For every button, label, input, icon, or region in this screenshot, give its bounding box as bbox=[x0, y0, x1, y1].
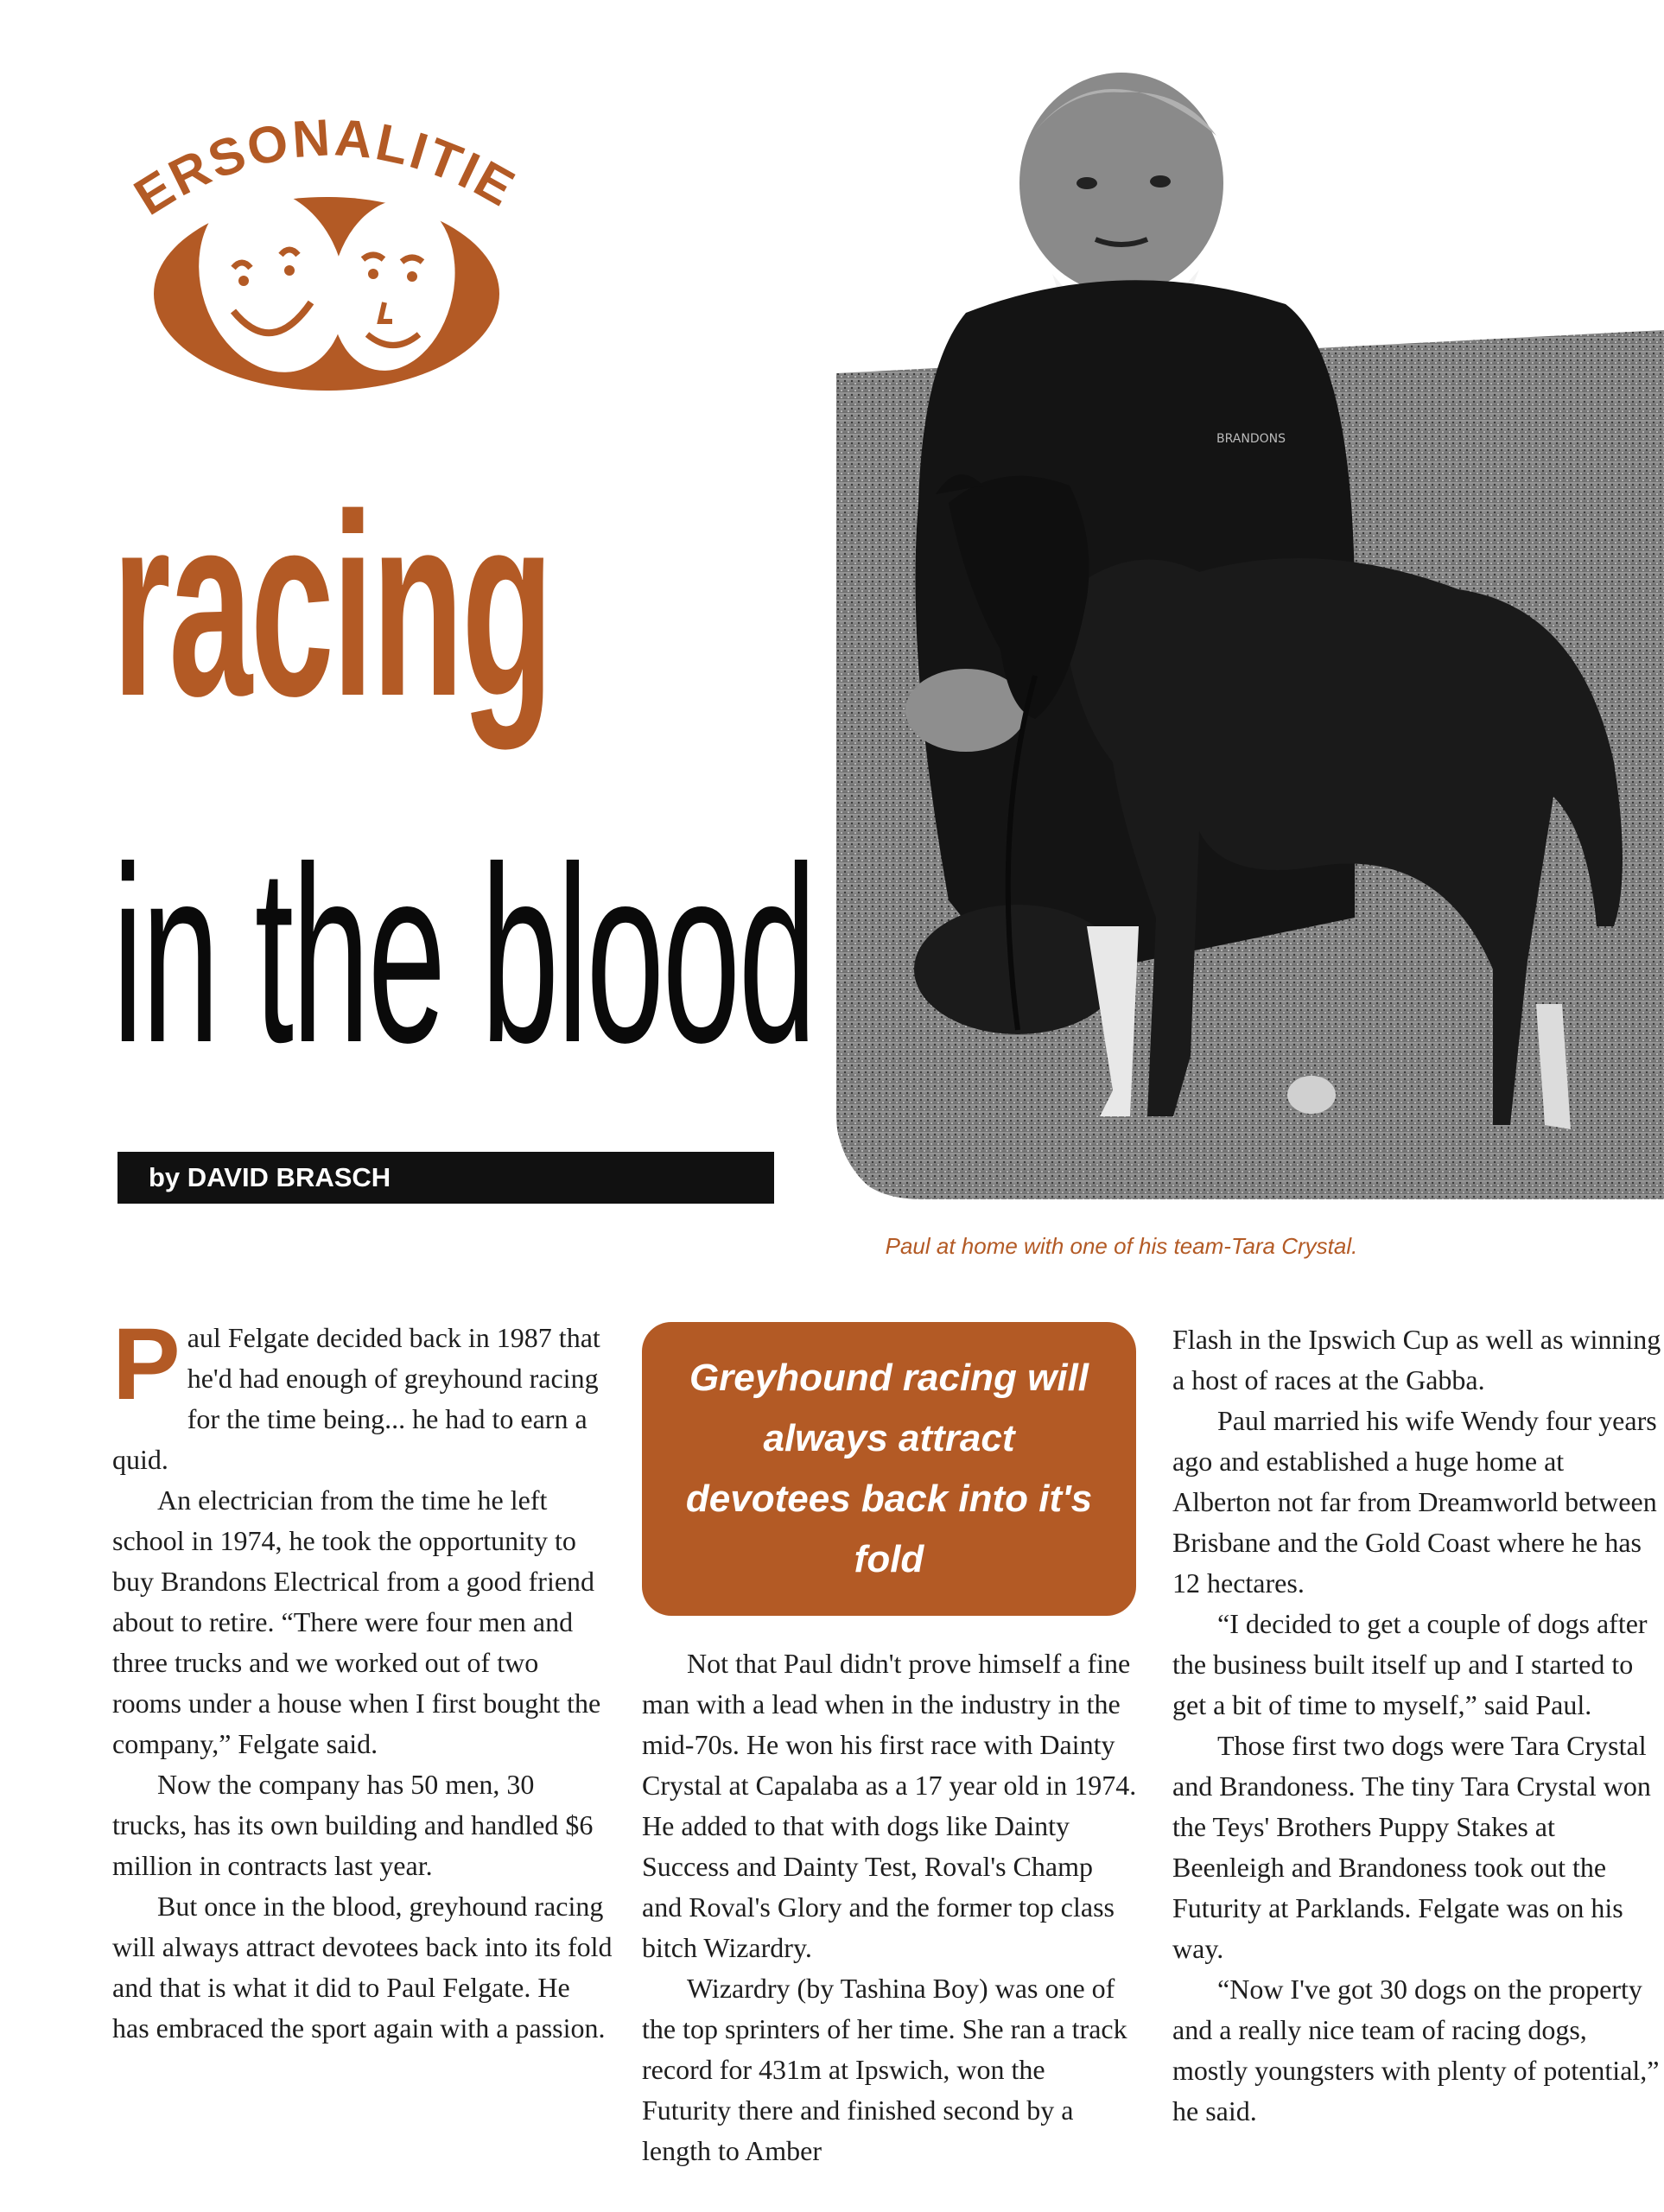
paragraph: “I decided to get a couple of dogs after the business built itself up and I started to get a bit of time to myself,” said Paul. bbox=[1172, 1608, 1648, 1720]
paragraph: Those first two dogs were Tara Crystal and Brandoness. The tiny Tara Crystal won the Teys' Brothers Puppy Stakes at Beenleigh and Brandoness took out the Futurity at Parklands. Felgate was on his way. bbox=[1172, 1730, 1651, 1964]
article-column-2 bbox=[642, 1643, 1139, 2171]
paragraph: Paul Felgate decided back in 1987 that he'd had enough of greyhound racing for the time being... he had to earn a quid. bbox=[112, 1307, 600, 1475]
article-photo bbox=[836, 54, 1664, 1199]
two-faces-icon bbox=[104, 108, 562, 393]
pull-quote bbox=[642, 1322, 1136, 1616]
man-with-greyhound-photo bbox=[836, 54, 1664, 1199]
paragraph: “Now I've got 30 dogs on the property and a really nice team of racing dogs, mostly youngsters with plenty of potential,” he said. bbox=[1172, 1974, 1660, 2126]
paragraph: But once in the blood, greyhound racing will always attract devotees back into its fold and that is what it did to Paul Felgate. He has embraced the sport again with a passion. bbox=[112, 1891, 613, 2044]
article-column-1 bbox=[112, 1307, 613, 2049]
headline-racing: racing bbox=[112, 460, 552, 750]
paragraph: Wizardry (by Tashina Boy) was one of the top sprinters of her time. She ran a track record for 431m at Ipswich, won the Futurity there and finished second by a length to Amber bbox=[642, 1973, 1127, 2166]
svg-text:PERSONALITIES: ERSONALITIE bbox=[124, 108, 526, 226]
byline: by DAVID BRASCH bbox=[117, 1152, 774, 1204]
paragraph: Paul married his wife Wendy four years ago and established a huge home at Alberton not far from Dreamworld between Brisbane and the Gold Coast where he has 12 hectares. bbox=[1172, 1405, 1657, 1599]
svg-text:BRANDONS: BRANDONS bbox=[1216, 432, 1286, 446]
drop-cap: P bbox=[112, 1307, 181, 1421]
photo-caption: Paul at home with one of his team-Tara Crystal. bbox=[885, 1233, 1358, 1259]
article-column-3 bbox=[1172, 1319, 1664, 2132]
pull-quote-text: Greyhound racing will always attract devotees back into it's fold bbox=[685, 1357, 1093, 1580]
paragraph: Flash in the Ipswich Cup as well as winning a host of races at the Gabba. bbox=[1172, 1324, 1661, 1395]
headline-in-the-blood: in the blood bbox=[112, 815, 815, 1095]
personalities-logo bbox=[104, 108, 562, 393]
paragraph: An electrician from the time he left school in 1974, he took the opportunity to buy Brandons Electrical from a good friend about to retire. “There were four men and three trucks and we worked out of two rooms under a house when I first bought the company,” Felgate said. bbox=[112, 1484, 601, 1759]
paragraph: Now the company has 50 men, 30 trucks, has its own building and handled $6 million in contracts last year. bbox=[112, 1769, 594, 1881]
paragraph: Not that Paul didn't prove himself a fine man with a lead when in the industry in the mid-70s. He won his first race with Dainty Crystal at Capalaba as a 17 year old in 1974. He added to that with dogs like Dainty Success and Dainty Test, Roval's Champ and Roval's Glory and the former top class bitch Wizardry. bbox=[642, 1648, 1137, 1963]
